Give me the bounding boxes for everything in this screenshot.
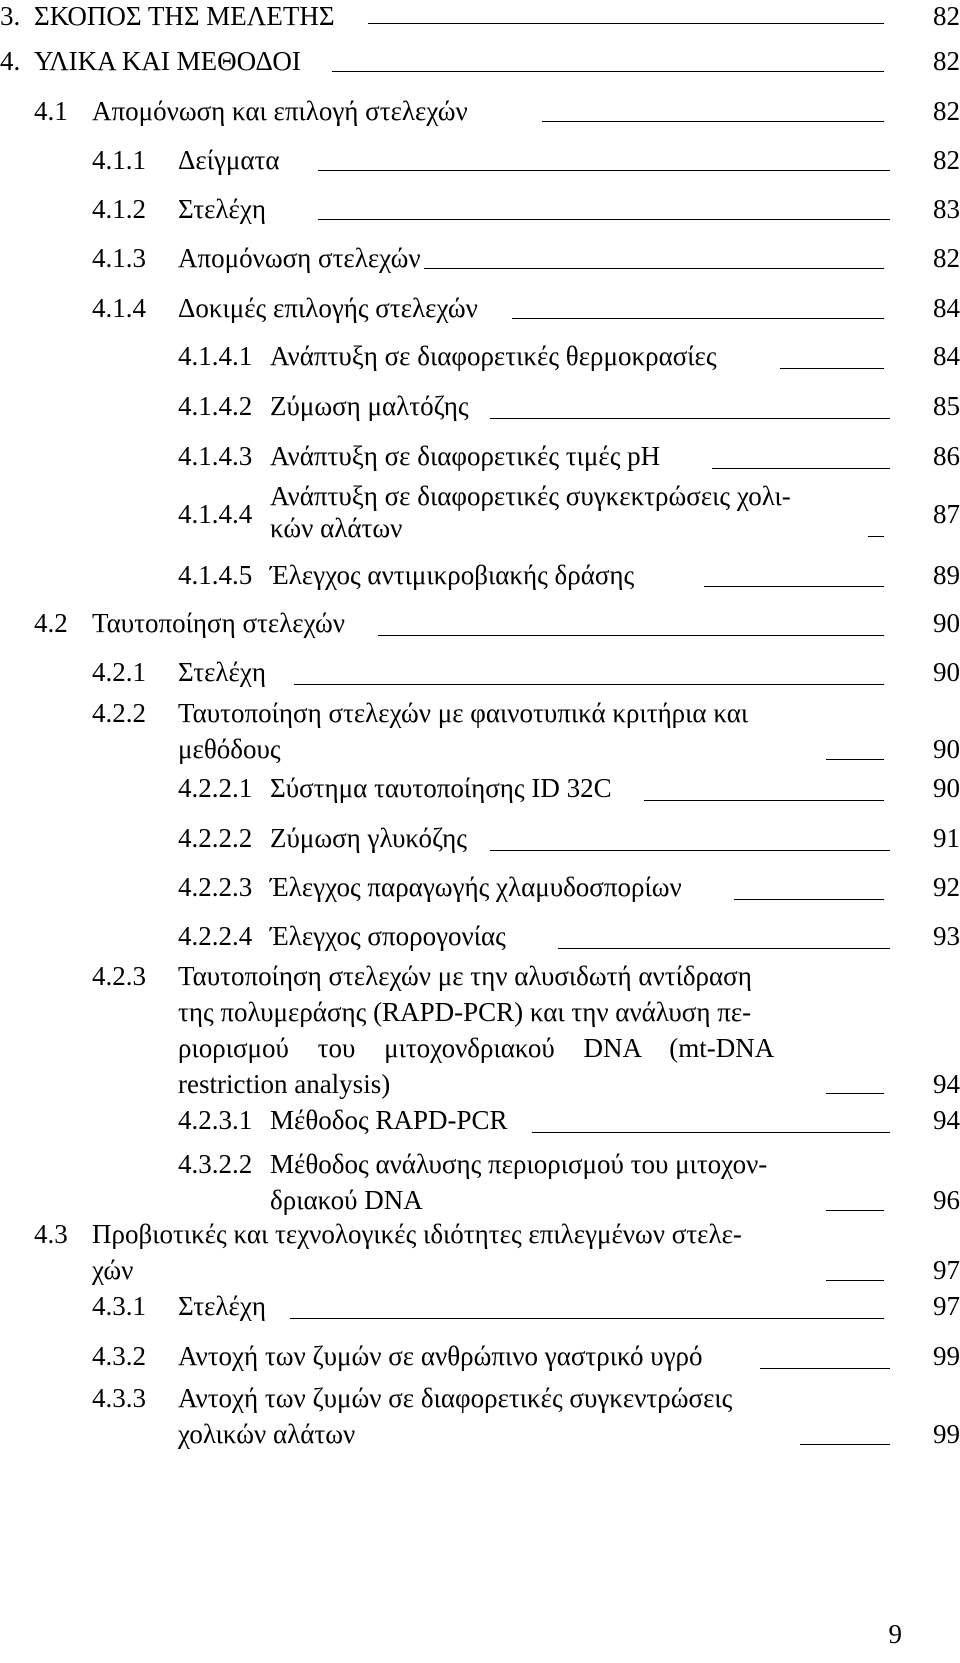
toc-leader-line: [378, 635, 884, 636]
toc-entry: [0, 871, 960, 903]
toc-entry-title-line: δριακού DNA: [270, 1185, 423, 1215]
toc-entry-page: 87: [933, 499, 960, 529]
toc-entry-page: 86: [933, 441, 960, 471]
toc-leader-line: [780, 368, 884, 369]
toc-leader-line: [734, 899, 884, 900]
toc-entry-number: 4.1.4.3: [178, 441, 253, 471]
toc-entry-page: 84: [933, 293, 960, 323]
toc-entry-number: 4.: [0, 46, 21, 76]
toc-entry-number: 4.2: [34, 608, 68, 638]
toc-entry-title-line: Ταυτοποίηση στελεχών με φαινοτυπικά κριτήρια και: [178, 698, 749, 728]
toc-entry-page: 84: [933, 341, 960, 371]
toc-entry: [0, 656, 960, 688]
toc-entry-page: 97: [933, 1255, 960, 1285]
toc-entry: [0, 242, 960, 274]
toc-entry-title-line: Μέθοδος ανάλυσης περιορισμού του μιτοχον-: [270, 1149, 768, 1179]
toc-entry-title: Ανάπτυξη σε διαφορετικές θερμοκρασίες: [270, 341, 717, 371]
toc-leader-line: [826, 1210, 884, 1211]
toc-leader-line: [318, 170, 890, 171]
toc-entry-title-line: restriction analysis): [178, 1069, 391, 1099]
toc-entry: [0, 1148, 960, 1218]
toc-entry-number: 4.2.2.2: [178, 823, 253, 853]
toc-leader-line: [558, 948, 890, 949]
toc-entry-number: 4.1.2: [92, 194, 146, 224]
toc-entry-title: Έλεγχος σπορογονίας: [270, 921, 506, 951]
toc-entry: [0, 440, 960, 472]
toc-entry-title: Στελέχη: [178, 194, 266, 224]
toc-entry: [0, 697, 960, 767]
toc-leader-line: [800, 1444, 890, 1445]
toc-entry: [0, 607, 960, 639]
toc-entry-title-line: Ανάπτυξη σε διαφορετικές συγκεκτρώσεις χολι-: [270, 481, 791, 511]
toc-entry-number: 4.1.4: [92, 293, 146, 323]
toc-entry: [0, 480, 960, 550]
toc-entry-title-line: μεθόδους: [178, 734, 281, 764]
toc-entry-title: ΥΛΙΚΑ ΚΑΙ ΜΕΘΟΔΟΙ: [34, 46, 301, 76]
toc-entry-page: 91: [933, 823, 960, 853]
toc-entry-number: 4.1.4.5: [178, 560, 253, 590]
toc-entry-title: Ταυτοποίηση στελεχών: [92, 608, 345, 638]
toc-entry-page: 92: [933, 872, 960, 902]
toc-entry-title: Δείγματα: [178, 145, 280, 175]
toc-entry-title: Στελέχη: [178, 657, 266, 687]
toc-entry-page: 82: [933, 243, 960, 273]
toc-entry-title-line: Ταυτοποίηση στελεχών με την αλυσιδωτή αντίδραση: [178, 961, 752, 991]
toc-leader-line: [704, 586, 884, 587]
toc-entry-page: 82: [933, 145, 960, 175]
toc-entry-number: 4.3.2.2: [178, 1149, 253, 1179]
toc-entry: [0, 390, 960, 422]
toc-entry: [0, 960, 960, 1100]
toc-leader-line: [490, 418, 890, 419]
toc-entry-title-line: χών: [92, 1255, 134, 1285]
toc-entry-number: 4.2.2: [92, 698, 146, 728]
toc-entry: [0, 144, 960, 176]
toc-entry: [0, 559, 960, 591]
toc-entry-number: 4.1.4.2: [178, 391, 253, 421]
toc-entry-title: Αντοχή των ζυμών σε ανθρώπινο γαστρικό υγρό: [178, 1341, 703, 1371]
toc-leader-line: [826, 759, 884, 760]
toc-leader-line: [512, 318, 884, 319]
toc-entry-title: Μέθοδος RAPD-PCR: [270, 1105, 508, 1135]
toc-entry-page: 82: [933, 96, 960, 126]
toc-leader-line: [826, 1280, 884, 1281]
toc-entry-page: 85: [933, 391, 960, 421]
toc-entry: [0, 45, 960, 77]
toc-leader-line: [760, 1368, 890, 1369]
toc-leader-line: [290, 1318, 884, 1319]
toc-entry: [0, 193, 960, 225]
toc-entry-number: 4.3.2: [92, 1341, 146, 1371]
toc-entry-title-line: χολικών αλάτων: [178, 1419, 356, 1449]
toc-entry: [0, 340, 960, 372]
toc-entry: [0, 0, 960, 32]
toc-entry-title-line: της πολυμεράσης (RAPD-PCR) και την ανάλυση πε-: [178, 997, 752, 1027]
toc-entry-number: 4.2.3.1: [178, 1105, 253, 1135]
toc-entry-page: 99: [933, 1341, 960, 1371]
toc-entry-title: Απομόνωση στελεχών: [178, 243, 421, 273]
toc-entry-number: 4.2.2.3: [178, 872, 253, 902]
toc-entry: [0, 822, 960, 854]
toc-entry-number: 4.1.4.4: [178, 499, 253, 529]
toc-leader-line: [868, 536, 884, 537]
toc-entry-title-line: Προβιοτικές και τεχνολογικές ιδιότητες επιλεγμένων στελε-: [92, 1219, 742, 1249]
toc-entry-page: 94: [933, 1069, 960, 1099]
toc-entry: [0, 1104, 960, 1136]
toc-entry-number: 4.1: [34, 96, 68, 126]
toc-entry-title: Ανάπτυξη σε διαφορετικές τιμές pH: [270, 441, 661, 471]
toc-entry: [0, 95, 960, 127]
toc-entry-page: 94: [933, 1105, 960, 1135]
toc-entry-page: 97: [933, 1291, 960, 1321]
toc-leader-line: [712, 468, 890, 469]
toc-entry-number: 4.2.2.4: [178, 921, 253, 951]
toc-entry-page: 83: [933, 194, 960, 224]
toc-entry-number: 4.2.3: [92, 961, 146, 991]
toc-entry-page: 90: [933, 734, 960, 764]
toc-entry-page: 82: [933, 46, 960, 76]
page-number: 9: [888, 1619, 902, 1649]
toc-entry: [0, 292, 960, 324]
toc-leader-line: [318, 219, 890, 220]
toc-entry-title: Ζύμωση μαλτόζης: [270, 391, 469, 421]
toc-entry-title: Έλεγχος παραγωγής χλαμυδοσπορίων: [270, 872, 682, 902]
toc-entry-number: 4.3.1: [92, 1291, 146, 1321]
toc-entry-number: 3.: [0, 1, 21, 31]
toc-entry-page: 93: [933, 921, 960, 951]
toc-entry: [0, 1218, 960, 1288]
toc-leader-line: [644, 800, 884, 801]
toc-entry: [0, 920, 960, 952]
toc-entry-title: Στελέχη: [178, 1291, 266, 1321]
toc-entry-title-line: κών αλάτων: [270, 513, 403, 543]
toc-entry: [0, 1340, 960, 1372]
toc-entry: [0, 772, 960, 804]
toc-entry-title: Σύστημα ταυτοποίησης ID 32C: [270, 773, 612, 803]
toc-entry-page: 90: [933, 608, 960, 638]
toc-entry-page: 89: [933, 560, 960, 590]
toc-entry: [0, 1290, 960, 1322]
toc-leader-line: [490, 850, 890, 851]
toc-entry: [0, 1382, 960, 1452]
toc-entry-number: 4.1.1: [92, 145, 146, 175]
toc-leader-line: [294, 684, 884, 685]
toc-leader-line: [826, 1093, 884, 1094]
toc-entry-title: ΣΚΟΠΟΣ ΤΗΣ ΜΕΛΕΤΗΣ: [34, 1, 335, 31]
toc-entry-number: 4.1.3: [92, 243, 146, 273]
toc-entry-page: 90: [933, 657, 960, 687]
toc-entry-number: 4.2.1: [92, 657, 146, 687]
toc-leader-line: [532, 1132, 890, 1133]
toc-leader-line: [542, 121, 884, 122]
toc-entry-number: 4.2.2.1: [178, 773, 253, 803]
toc-entry-title-line: ριορισμού του μιτοχονδριακού DNA (mt-DNA: [178, 1033, 775, 1063]
toc-entry-title: Απομόνωση και επιλογή στελεχών: [92, 96, 468, 126]
toc-entry-title: Δοκιμές επιλογής στελεχών: [178, 293, 478, 323]
toc-entry-number: 4.1.4.1: [178, 341, 253, 371]
toc-entry-page: 99: [933, 1419, 960, 1449]
toc-entry-title: Ζύμωση γλυκόζης: [270, 823, 467, 853]
toc-leader-line: [424, 268, 884, 269]
toc-entry-page: 90: [933, 773, 960, 803]
toc-entry-title-line: Αντοχή των ζυμών σε διαφορετικές συγκεντρώσεις: [178, 1383, 733, 1413]
toc-leader-line: [332, 71, 884, 72]
toc-leader-line: [368, 23, 884, 24]
toc-entry-page: 82: [933, 1, 960, 31]
toc-entry-number: 4.3.3: [92, 1383, 146, 1413]
toc-entry-title: Έλεγχος αντιμικροβιακής δράσης: [270, 560, 635, 590]
toc-entry-number: 4.3: [34, 1219, 68, 1249]
toc-entry-page: 96: [933, 1185, 960, 1215]
